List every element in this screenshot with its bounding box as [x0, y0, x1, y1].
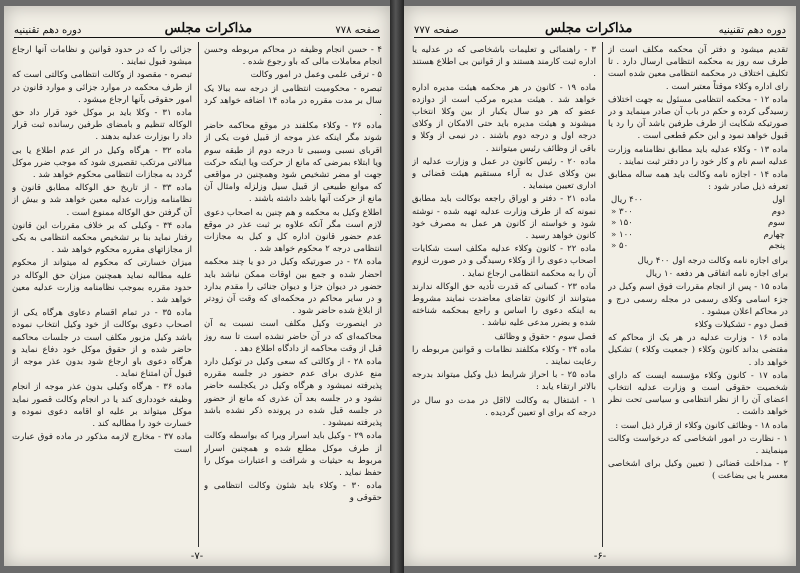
paragraph: ماده ۲۱ - دفتر و اوراق راجعه بوکالت باید مطابق نمونه که از طرف وزارت عدلیه تهیه شده - نوشته شود و خواسته از کانون هر عمل به مصرف خود کانون خواهد رسید . [412, 194, 596, 242]
paragraph: تقدیم میشود و دفتر آن محکمه مکلف است از طرف سه روز به محکمه انتظامی ارسال دارد . تا تکلیف اختلاف در محکمه انتظامی معین شده است رای اداره وکلاء موقتاً معتبر است . [608, 45, 788, 92]
fee-amount: ۱۰۰ « [611, 229, 633, 240]
paragraph: ماده ۲۹ - وکیل باید اسرار ویرا که بواسطه وکالت از طرف موکل مطلع شده و همچنین اسرار مربوط به حیثیات و شرافت و اعتبارات موکل را حفظ نماید . [204, 431, 382, 478]
paragraph: ۳ - راهنمائی و تعلیمات باشخاصی که در عدلیه یا اداره ثبت کارمند هستند و از قوانین بی اطلاع هستند . [412, 45, 596, 80]
paragraph: ماده ۳۶ - هرگاه وکیلی بدون عذر موجه از انجام وظیفه خودداری کند یا در انجام وکالت قصور نماید موکل میتواند بر علیه او اقامه دعوی نموده و خسارت خود را مطالبه کند . [12, 382, 192, 430]
right-page-column-left [412, 44, 596, 544]
paragraph: ۴ - حسن انجام وظیفه در محاکم مربوطه وحسن انجام معاملات مالی که باو رجوع شده . [204, 45, 382, 68]
fee-amount: ۵۰ « [611, 241, 629, 252]
paragraph: ماده ۲۶ - وکلاء مکلفند در موقع محاکمه حاضر شوند مگر اینکه عذر موجه از قبیل فوت یکی از اقربای نسبی وسببی تا درجه دوم از طبقه سوم ویا ابتلاء بمرضی که مانع از حرکت ویا اینکه حرکت جهت او مضر تشخیص شود وهمچنین در مواقعی که موانع طبیعی از قبیل سیل وزلزله وامثال آن مانع از حرکت آنها باشد داشته باشند . [204, 121, 382, 205]
left-page-session: دوره دهم تقنینیه [14, 25, 82, 36]
right-column-divider [602, 42, 603, 547]
paragraph: ماده ۳۲ - هرگاه وکیل در اثر عدم اطلاع یا بی مبالاتی مرتکب تقصیری شود که موجب ضرر موکل گردد به مجازات انتظامی محکوم خواهد شد . [12, 145, 192, 181]
right-page-column-right [608, 44, 788, 544]
paragraph: ماده ۲۳ - کسانی که قدرت تأدیه حق الوکاله ندارند میتوانند از کانون تقاضای معاضدت نمایند مشروط به اینکه دعوی را اساس و راجع بمحکمه شناخته شده و بضرر مدعی علیه نباشد . [412, 281, 596, 329]
right-page-number: صفحه ۷۷۷ [414, 25, 459, 36]
fee-row [608, 230, 788, 242]
paragraph: ماده ۱۵ - پس از انجام مقررات فوق اسم وکیل در جزء اسامی وکلای رسمی در مجله رسمی درج و در محاکم اعلان میشود . [608, 282, 788, 317]
book-gutter [390, 0, 404, 573]
paragraph: تبصره - مقصود از وکالت انتظامی وکالتی است که از طرف محکمه در موارد جزائی و موارد قانون در امور حقوقی بآنها ارجاع میشود . [12, 70, 192, 105]
paragraph: میزان خسارتی که محکوم له میتواند از محکوم علیه مطالبه نماید همچنین میزان حق الوکاله در حدود مقرره بموجب نظامنامه وزارت عدلیه معین خواهد شد . [12, 258, 192, 306]
right-page-header [414, 14, 786, 36]
paragraph: ماده ۲۸ - از وکالتی که سعی وکیل در توکیل دارد منع عذری برای عدم حضور در جلسه مقرره پذیرفته نمیشود و هرگاه وکیل در یکجلسه حاضر نشود و در جلسه بعد آن عذری که مانع از حضور در جلسه قبل شده در پرونده ذکر نشده باشد پذیرفته نمیشود . [204, 357, 382, 429]
paragraph: ماده ۳۴ - وکیلی که بر خلاف مقررات این قانون رفتار نماید بنا بر تشخیص محکمه انتظامی به یکی از مجازاتهای مقرره محکوم خواهد شد . [12, 220, 192, 256]
paragraph: ۱ - نظارت در امور اشخاصی که درخواست وکالت مینمایند . [608, 433, 788, 456]
paragraph: ماده ۱۷ - کانون وکلاء مؤسسه ایست که دارای شخصیت حقوقی است و وزارت عدلیه انتخاب اعضای آن را از نظر انتظامی و سیاسی تحت نظر خواهد داشت . [608, 370, 788, 418]
fee-row [608, 207, 788, 219]
right-page-footer-number: -۶- [593, 551, 607, 562]
section-heading: فصل سوم - حقوق و وظائف [494, 331, 596, 342]
fee-class: پنجم [768, 241, 785, 252]
paragraph: ماده ۱۲ - محکمه انتظامی مسئول به جهت اختلاف رسیدگی کرده و حکم در باب آن صادر مینماید و در صورتیکه شکایت از طرف طرفین باشد آن را رد یا قبول خواهد نمود و این حکم قطعی است . [608, 94, 788, 142]
right-header-rule [414, 37, 786, 38]
fee-row [608, 195, 788, 207]
left-column-divider [198, 42, 199, 547]
paragraph: ماده ۳۱ - وکلا باید بر موکل خود قرار داد حق الوکاله تنظیم و بامضای طرفین رسانده ثبت قرار داد را بوزارت عدلیه بدهند . [12, 108, 192, 143]
section-heading: فصل دوم - تشکیلات وکلاء [694, 319, 788, 330]
fee-class: چهارم [763, 229, 785, 240]
license-fee-table [608, 195, 788, 253]
fee-amount: ۳۰۰ « [611, 206, 633, 217]
paragraph: ماده ۲۸ - در صورتیکه وکیل در دو یا چند محکمه احضار شده و جمع بین اوقات ممکن نباشد باید حضور در دیوان جزا و دیوان جنائی را مقدم بدارد و در سایر محاکم در محکمه‌ای که وقت آن زودتر از ابلاغ شده حاضر شود . [204, 257, 382, 317]
paragraph: در اینصورت وکیل مکلف است نسبت به آن محاکمه‌ای که در آن حاضر نشده است تا سه روز قبل از وقت محاکمه از دادگاه اطلاع دهد . [204, 319, 382, 354]
paragraph: برای اجازه نامه اتفاقی هر دفعه ۱۰ ریال [645, 269, 788, 280]
paragraph: اطلاع وکیل به محکمه و هم چنین به اصحاب دعوی لازم است مگر آنکه علاوه بر ثبت عذر در موقع عدم حضور قانون اداره کل و کیل به مجازات انتظامی درجه ۲ محکوم خواهد شد . [204, 207, 382, 255]
left-page-column-left [12, 44, 192, 544]
right-page-session: دوره دهم تقنینیه [718, 25, 786, 36]
fee-class: اول [772, 195, 785, 206]
fee-amount: ۱۵۰ « [611, 218, 633, 229]
right-page-title: مذاکرات مجلس [544, 21, 633, 36]
paragraph: ماده ۱۸ - وظائف کانون وکلاء از قرار ذیل است : [615, 420, 788, 431]
paragraph: ماده ۱۴ - اجازه نامه وکالت باید همه ساله مطابق تعرفه ذیل صادر شود : [608, 170, 788, 193]
paragraph: ۲ - مداخلت قضائی ( تعیین وکیل برای اشخاصی معسر یا بی بضاعت ) [608, 459, 788, 482]
paragraph: ماده ۲۰ - رئیس کانون در عمل و وزارت عدلیه از بین وکلای عدل به آراء مستقیم هیئت قضائی و اداری تعیین مینماید . [412, 156, 596, 192]
paragraph: جزائی را که در حدود قوانین و نظامات آنها ارجاع میشود قبول نمایند . [12, 45, 192, 68]
fee-class: دوم [771, 206, 785, 217]
left-header-rule [14, 37, 380, 38]
left-page-footer-number: -۷- [190, 551, 204, 562]
left-page-header [14, 14, 380, 36]
left-page-number: صفحه ۷۷۸ [335, 25, 380, 36]
fee-row [608, 218, 788, 230]
paragraph: ماده ۳۵ - در تمام اقسام دعاوی هرگاه یکی از اصحاب دعوی بوکالت از خود وکیل انتخاب نموده باشد وکیل مزبور مکلف است در جلسات محاکمه حاضر شده و از حقوق موکل خود دفاع نماید و هرگاه دعوی باو ارجاع شود بدون عذر موجه از قبول آن امتناع نماید . [12, 308, 192, 380]
paragraph: ۱ - اشتغال به وکالت لااقل در مدت دو سال در درجه که برای او تعیین گردیده . [412, 395, 596, 418]
paragraph: ماده ۱۳ - وکلاء عدلیه باید مطابق نظامنامه وزارت عدلیه اسم نام و کار خود را در دفتر ثبت نمایند . [608, 144, 788, 167]
paragraph: تبصره - محکومیت انتظامی از درجه سه ببالا یک سال بر مدت مقرره در ماده ۱۴ اضافه خواهد کرد . [204, 83, 382, 119]
paragraph: برای اجازه نامه وکالت درجه اول ۴۰۰ ریال [637, 255, 788, 266]
paragraph: ماده ۳۳ - از تاریخ حق الوکاله مطابق قانون و نظامنامه وزارت عدلیه معین خواهد شد و بیش از آن گرفتن حق الوکاله ممنوع است . [12, 183, 192, 218]
paragraph: ماده ۳۷ - مخارج لازمه مذکور در ماده فوق عبارت است [12, 432, 192, 455]
paragraph: ماده ۱۹ - کانون در هر محکمه هیئت مدیره اداره خواهد شد . هیئت مدیره مرکب است از دوازده عضو که هر دو سال یکبار از بین وکلا انتخاب میشوند و هیئت مدیره باید حتی الامکان از وکلای درجه اول و درجه دوم باشند . در نیمی از وکلا و باقی از وظائف رئیس میتوانند . [412, 82, 596, 154]
fee-amount: ۴۰۰ ریال [611, 195, 643, 206]
left-page [4, 6, 390, 566]
left-page-column-right [204, 44, 382, 544]
paragraph: ماده ۱۶ - وزارت عدلیه در هر یک از محاکم که مقتضی بداند کانون وکلاء ( جمعیت وکلاء ) تشکیل خواهد داد . [608, 333, 788, 368]
fee-row [608, 241, 788, 253]
paragraph: ماده ۲۲ - کانون وکلاء عدلیه مکلف است شکایات اصحاب دعوی را از وکلاء رسیدگی و در صورت لزوم آن را به محکمه انتظامی ارجاع نماید . [412, 244, 596, 279]
paragraph: ۵ - ترقی علمی وعمل در امور وکالت [250, 70, 382, 81]
paragraph: ماده ۲۴ - وکلاء مکلفند نظامات و قوانین مربوطه را رعایت نمایند . [412, 344, 596, 368]
right-page [404, 6, 796, 566]
paragraph: ماده ۲۵ - با احراز شرایط ذیل وکیل میتواند بدرجه بالاتر ارتقاء یابد : [412, 370, 596, 393]
paragraph: ماده ۳۰ - وکلاء باید شئون وکالت انتظامی و حقوقی و [204, 481, 382, 504]
fee-class: سوم [768, 218, 785, 229]
left-page-title: مذاکرات مجلس [164, 21, 253, 36]
